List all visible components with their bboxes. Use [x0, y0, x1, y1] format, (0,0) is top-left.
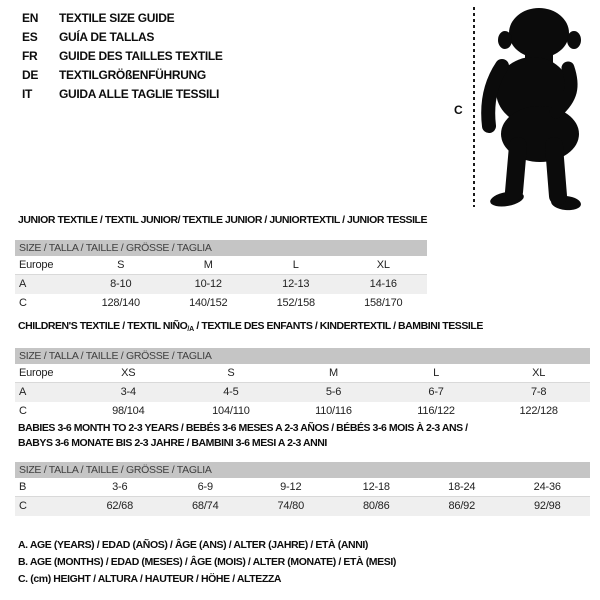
language-title: TEXTILE SIZE GUIDE: [59, 11, 175, 25]
footnote-height: C. (cm) HEIGHT / ALTURA / HAUTEUR / HÖHE / ALTEZZA: [18, 573, 282, 585]
height-measure-label: C: [454, 103, 463, 117]
value-cell: 12-18: [362, 481, 390, 493]
size-cell: S: [227, 367, 235, 379]
value-cell: 116/122: [417, 405, 455, 417]
footnote-age-years: A. AGE (YEARS) / EDAD (AÑOS) / ÂGE (ANS) / ALTER (JAHRE) / ETÀ (ANNI): [18, 539, 369, 551]
row-label: Europe: [19, 367, 54, 379]
value-cell: 104/110: [212, 405, 250, 417]
language-code: ES: [22, 30, 38, 44]
value-cell: 80/86: [362, 500, 390, 512]
language-row: [22, 28, 223, 47]
language-row: [22, 66, 223, 85]
table-row-height: [15, 294, 427, 313]
title-text: / TEXTILE DES ENFANTS / KINDERTEXTIL / BAMBINI TESSILE: [193, 320, 483, 332]
value-cell: 8-10: [110, 278, 132, 290]
language-title-list: [22, 9, 223, 104]
row-label: A: [19, 386, 27, 398]
title-text: CHILDREN'S TEXTILE / TEXTIL NIÑO: [18, 320, 188, 332]
value-cell: 14-16: [369, 278, 397, 290]
language-code: FR: [22, 49, 38, 63]
language-title: GUIDA ALLE TAGLIE TESSILI: [59, 87, 220, 101]
value-cell: 6-7: [428, 386, 444, 398]
value-cell: 62/68: [106, 500, 134, 512]
value-cell: 98/104: [112, 405, 145, 417]
language-code: EN: [22, 11, 39, 25]
value-cell: 9-12: [280, 481, 302, 493]
size-cell: L: [433, 367, 440, 379]
language-title: TEXTILGRÖßENFÜHRUNG: [59, 68, 206, 82]
size-cell: XL: [532, 367, 546, 379]
junior-table-title: JUNIOR TEXTILE / TEXTIL JUNIOR/ TEXTILE JUNIOR / JUNIORTEXTIL / JUNIOR TESSILE: [18, 214, 428, 226]
babies-size-table: [15, 462, 590, 516]
size-cell: XS: [121, 367, 136, 379]
value-cell: 74/80: [277, 500, 305, 512]
size-cell: S: [117, 259, 125, 271]
size-header-bar: SIZE / TALLA / TAILLE / GRÖSSE / TAGLIA: [15, 240, 427, 256]
value-cell: 5-6: [325, 386, 342, 398]
language-title: GUÍA DE TALLAS: [59, 30, 155, 44]
value-cell: 158/170: [364, 297, 403, 309]
title-line: BABYS 3-6 MONATE BIS 2-3 JAHRE / BAMBINI 3-6 MESI A 2-3 ANNI: [18, 437, 327, 449]
size-cell: L: [292, 259, 299, 271]
size-cell: M: [203, 259, 213, 271]
value-cell: 68/74: [191, 500, 219, 512]
size-header-bar: SIZE / TALLA / TAILLE / GRÖSSE / TAGLIA: [15, 348, 590, 364]
junior-size-table: [15, 240, 427, 313]
language-title: GUIDE DES TAILLES TEXTILE: [59, 49, 223, 63]
table-row-height: [15, 402, 590, 421]
legend-footnotes: [18, 537, 396, 588]
baby-height-figure: [448, 4, 598, 214]
table-row-age: [15, 383, 590, 402]
title-line: BABIES 3-6 MONTH TO 2-3 YEARS / BEBÉS 3-6 MESES A 2-3 AÑOS / BÉBÉS 3-6 MOIS À 2-3 ANS /: [18, 422, 468, 434]
row-label: C: [19, 297, 27, 309]
value-cell: 140/152: [189, 297, 228, 309]
value-cell: 3-6: [112, 481, 128, 493]
value-cell: 3-4: [120, 386, 136, 398]
baby-silhouette-icon: [470, 6, 595, 211]
row-label: Europe: [19, 259, 54, 271]
value-cell: 128/140: [101, 297, 140, 309]
value-cell: 4-5: [223, 386, 239, 398]
value-cell: 12-13: [282, 278, 310, 290]
value-cell: 122/128: [519, 405, 558, 417]
size-cell: XL: [376, 259, 390, 271]
table-row-europe: [15, 364, 590, 383]
title-subscript: /A: [187, 326, 194, 333]
size-header-bar: SIZE / TALLA / TAILLE / GRÖSSE / TAGLIA: [15, 462, 590, 478]
value-cell: 7-8: [531, 386, 547, 398]
row-label: C: [19, 405, 27, 417]
value-cell: 18-24: [448, 481, 476, 493]
table-row-europe: [15, 256, 427, 275]
language-code: IT: [22, 87, 33, 101]
value-cell: 152/158: [276, 297, 315, 309]
children-size-table: [15, 348, 590, 421]
table-row-height: [15, 497, 590, 516]
language-row: [22, 9, 223, 28]
row-label: C: [19, 500, 27, 512]
table-row-age: [15, 275, 427, 294]
value-cell: 110/116: [315, 405, 352, 417]
babies-table-title: [18, 421, 468, 451]
language-code: DE: [22, 68, 39, 82]
value-cell: 92/98: [533, 500, 561, 512]
value-cell: 24-36: [533, 481, 561, 493]
row-label: B: [19, 481, 27, 493]
value-cell: 10-12: [194, 278, 222, 290]
children-table-title: [18, 319, 483, 337]
language-row: [22, 47, 223, 66]
row-label: A: [19, 278, 27, 290]
size-cell: M: [329, 367, 338, 379]
value-cell: 6-9: [197, 481, 213, 493]
language-row: [22, 85, 223, 104]
value-cell: 86/92: [448, 500, 476, 512]
footnote-age-months: B. AGE (MONTHS) / EDAD (MESES) / ÂGE (MOIS) / ALTER (MONATE) / ETÀ (MESI): [18, 556, 396, 568]
table-row-age-months: [15, 478, 590, 497]
